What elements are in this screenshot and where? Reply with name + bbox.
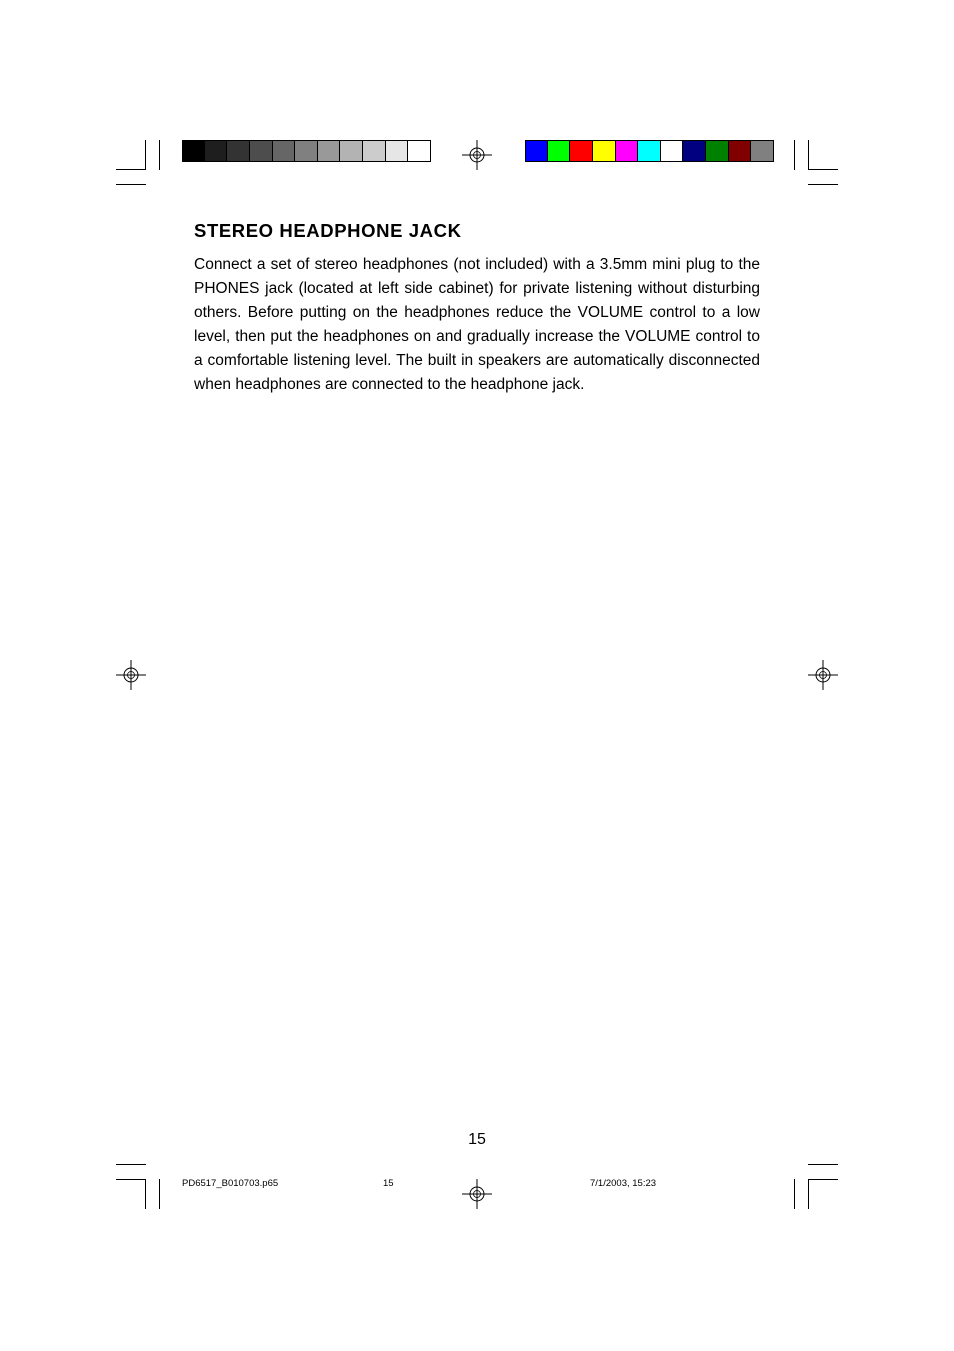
- color-calibration-bar: [525, 140, 774, 162]
- crop-mark-top-left-horizontal-lower: [116, 184, 146, 185]
- crop-mark-top-left-vertical-outer: [145, 140, 146, 170]
- calibration-swatch: [593, 140, 616, 162]
- crosshair-target-icon: [462, 140, 492, 170]
- calibration-swatch: [363, 140, 386, 162]
- crop-mark-bottom-right-vertical-inner: [794, 1179, 795, 1209]
- grayscale-calibration-bar: [182, 140, 431, 162]
- crop-mark-bottom-left-horizontal-upper: [116, 1164, 146, 1165]
- footer-timestamp: 7/1/2003, 15:23: [590, 1178, 657, 1189]
- calibration-swatch: [295, 140, 318, 162]
- crop-mark-top-right-horizontal-upper: [808, 169, 838, 170]
- calibration-swatch: [638, 140, 661, 162]
- crop-mark-top-left-horizontal-upper: [116, 169, 146, 170]
- calibration-swatch: [661, 140, 684, 162]
- page-number: 15: [468, 1131, 486, 1148]
- crop-mark-bottom-right-horizontal-upper: [808, 1164, 838, 1165]
- calibration-swatch: [340, 140, 363, 162]
- crop-mark-top-right-horizontal-lower: [808, 184, 838, 185]
- crosshair-target-icon: [116, 660, 146, 690]
- crosshair-target-icon: [808, 660, 838, 690]
- crop-mark-bottom-left-vertical-inner: [159, 1179, 160, 1209]
- calibration-swatch: [182, 140, 205, 162]
- calibration-swatch: [386, 140, 409, 162]
- calibration-swatch: [570, 140, 593, 162]
- section-body: Connect a set of stereo headphones (not included) with a 3.5mm mini plug to the PHONES jack (located at left side cabinet) for private listening without disturbing others. Before putting on the headphones reduce the VOLUME control to a low level, then put the headphones on and gradually increase the VOLUME control to a comfortable listening level. The built in speakers are automatically disconnected when headphones are connected to the headphone jack.: [194, 256, 760, 393]
- calibration-swatch: [616, 140, 639, 162]
- calibration-swatch: [250, 140, 273, 162]
- section-title: STEREO HEADPHONE JACK: [194, 220, 462, 241]
- calibration-swatch: [683, 140, 706, 162]
- calibration-swatch: [408, 140, 431, 162]
- crop-mark-top-right-vertical-outer: [808, 140, 809, 170]
- calibration-swatch: [706, 140, 729, 162]
- calibration-swatch: [751, 140, 774, 162]
- crop-mark-bottom-right-vertical-outer: [808, 1179, 809, 1209]
- crop-mark-bottom-left-horizontal-lower: [116, 1179, 146, 1180]
- crop-mark-top-right-vertical-inner: [794, 140, 795, 170]
- calibration-swatch: [548, 140, 571, 162]
- calibration-swatch: [273, 140, 296, 162]
- calibration-swatch: [205, 140, 228, 162]
- calibration-swatch: [318, 140, 341, 162]
- crop-mark-top-left-vertical-inner: [159, 140, 160, 170]
- calibration-swatch: [227, 140, 250, 162]
- calibration-swatch: [729, 140, 752, 162]
- footer-page: 15: [383, 1178, 394, 1189]
- footer-filename: PD6517_B010703.p65: [182, 1178, 279, 1189]
- calibration-swatch: [525, 140, 548, 162]
- crop-mark-bottom-left-vertical-outer: [145, 1179, 146, 1209]
- crosshair-target-icon: [462, 1179, 492, 1209]
- crop-mark-bottom-right-horizontal-lower: [808, 1179, 838, 1180]
